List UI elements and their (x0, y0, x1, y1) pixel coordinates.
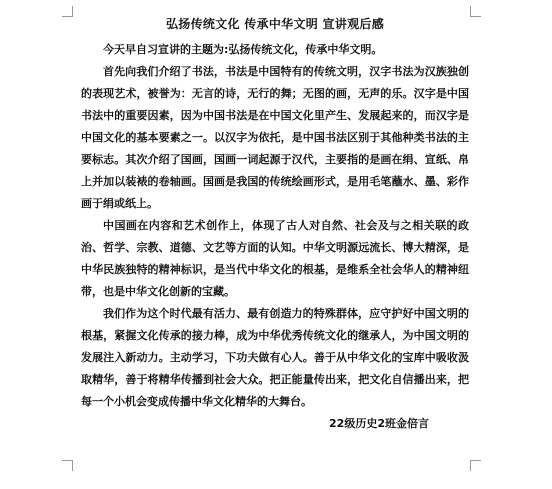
paragraph-our-responsibility: 我们作为这个时代最有活力、最有创造力的特殊群体，应守护好中国文明的根基，紧握文化传承的接力棒，成为中华优秀传统文化的继承人，为中国文明的发展注入新动力。主动学习，下功夫做有心人。善于从中华文化的宝库中吸收汲取精华，善于将精华传播到社会大众。把正能量传出来，把文化自信播出来，把每一个小机会变成传播中华文化精华的大舞台。 (81, 307, 469, 408)
page-corner-mark-top-left (62, 6, 73, 17)
author-signature: 22级历史2班金倍言 (329, 417, 429, 430)
paragraph-intro: 今天早自习宣讲的主题为:弘扬传统文化，传承中华文明。 (103, 43, 383, 56)
paragraph-calligraphy-painting: 首先向我们介绍了书法，书法是中国特有的传统文明，汉字书法为汉族独创的表现艺术，被誉为：无言的诗，无行的舞；无图的画，无声的乐。汉字是中国书法中的重要因素，因为中国书法是在中国文化里产生、发展起来的，而汉字是中国文化的基本要素之一。以汉字为依托，是中国书法区别于其他种类书法的主要标志。其次介绍了国画，国画一词起源于汉代，主要指的是画在绢、宣纸、帛上并加以装裱的卷轴画。国画是我国的传统绘画形式，是用毛笔蘸水、墨、彩作画于绢或纸上。 (81, 65, 469, 210)
page-corner-mark-bottom-right (470, 460, 481, 471)
document-body (81, 14, 469, 435)
paragraph-chinese-civilization: 中国画在内容和艺术创作上，体现了古人对自然、社会及与之相关联的政治、哲学、宗教、道德、文艺等方面的认知。中华文明源远流长、博大精深，是中华民族独特的精神标识，是当代中华文化的根基，是维系全社会华人的精神纽带，也是中华文化创新的宝藏。 (81, 219, 469, 298)
document-title: 弘扬传统文化 传承中华文明 宣讲观后感 (165, 17, 385, 31)
page-corner-mark-bottom-left (62, 460, 73, 471)
page-corner-mark-top-right (470, 6, 481, 17)
